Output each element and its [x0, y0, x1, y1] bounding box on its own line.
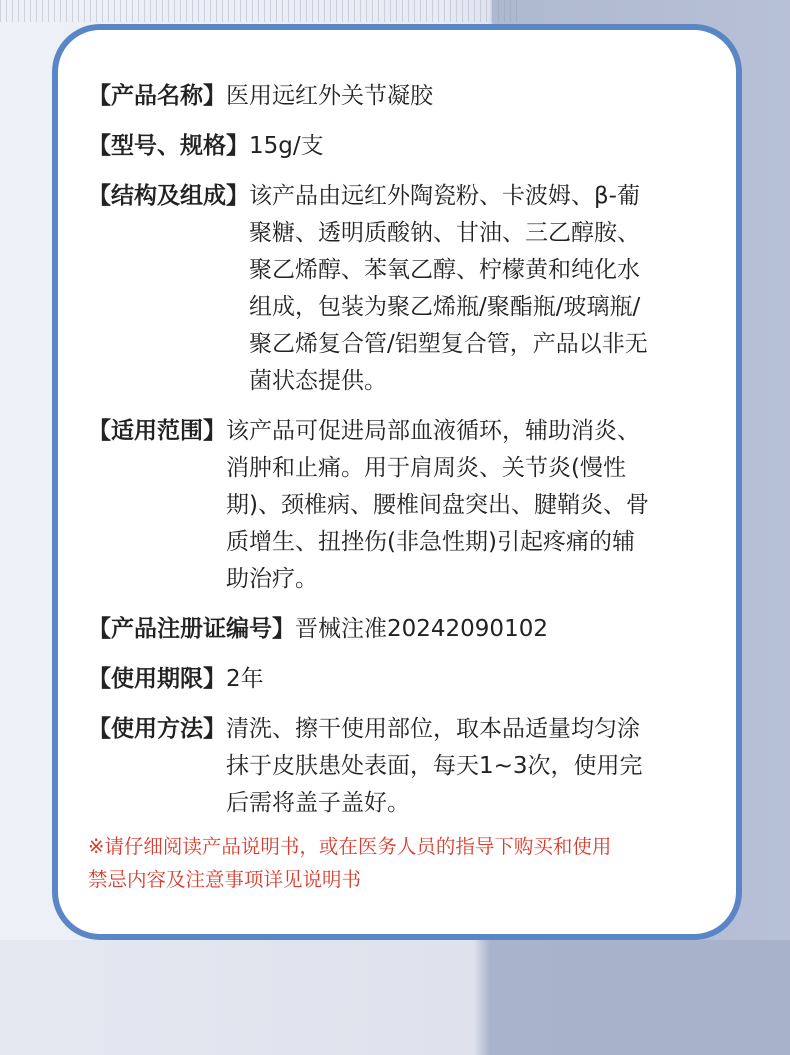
spec-row-usage — [88, 711, 728, 822]
background-lower — [0, 940, 790, 1055]
spec-row-product-name — [88, 78, 728, 115]
spec-label: 【型号、规格】 — [88, 133, 249, 159]
spec-value-line: 期)、颈椎病、腰椎间盘突出、腱鞘炎、骨 — [226, 492, 649, 518]
spec-value — [295, 611, 728, 648]
spec-label: 【产品名称】 — [88, 83, 226, 109]
notice-line: 禁忌内容及注意事项详见说明书 — [88, 868, 362, 891]
spec-value — [226, 78, 728, 115]
spec-value-line: 消肿和止痛。用于肩周炎、关节炎(慢性 — [226, 455, 626, 481]
spec-value-line: 质增生、扭挫伤(非急性期)引起疼痛的辅 — [226, 529, 635, 555]
spec-value — [226, 413, 728, 598]
spec-value-line: 清洗、擦干使用部位，取本品适量均匀涂 — [226, 716, 640, 742]
spec-value-line: 该产品可促进局部血液循环，辅助消炎、 — [226, 418, 640, 444]
notice-line: ※请仔细阅读产品说明书，或在医务人员的指导下购买和使用 — [88, 835, 612, 858]
spec-row-scope — [88, 413, 728, 598]
ruler-decoration — [0, 0, 520, 22]
spec-value-line: 该产品由远红外陶瓷粉、卡波姆、β-葡 — [249, 183, 640, 209]
spec-row-composition — [88, 178, 728, 400]
instruction-card — [52, 24, 742, 940]
spec-row-registration — [88, 611, 728, 648]
spec-value-line: 抹于皮肤患处表面，每天1~3次，使用完 — [226, 753, 643, 779]
warning-notice — [88, 830, 728, 896]
spec-value — [249, 128, 728, 165]
spec-value-line: 医用远红外关节凝胶 — [226, 83, 433, 109]
spec-value-line: 组成，包装为聚乙烯瓶/聚酯瓶/玻璃瓶/ — [249, 294, 641, 320]
spec-value — [249, 178, 728, 400]
spec-value-line: 助治疗。 — [226, 566, 318, 592]
spec-label: 【使用方法】 — [88, 716, 226, 742]
spec-value-line: 聚糖、透明质酸钠、甘油、三乙醇胺、 — [249, 220, 640, 246]
spec-row-shelf-life — [88, 661, 728, 698]
spec-value-line: 菌状态提供。 — [249, 368, 387, 394]
spec-value-line: 15g/支 — [249, 133, 324, 159]
spec-row-model — [88, 128, 728, 165]
spec-label: 【适用范围】 — [88, 418, 226, 444]
spec-value-line: 聚乙烯复合管/铝塑复合管，产品以非无 — [249, 331, 648, 357]
spec-label: 【结构及组成】 — [88, 183, 249, 209]
spec-value-line: 后需将盖子盖好。 — [226, 790, 410, 816]
spec-value-line: 2年 — [226, 666, 264, 692]
spec-value-line: 聚乙烯醇、苯氧乙醇、柠檬黄和纯化水 — [249, 257, 640, 283]
spec-label: 【使用期限】 — [88, 666, 226, 692]
spec-label: 【产品注册证编号】 — [88, 616, 295, 642]
spec-value — [226, 711, 728, 822]
spec-list — [88, 78, 728, 835]
spec-value-line: 晋械注准20242090102 — [295, 616, 548, 642]
spec-value — [226, 661, 728, 698]
